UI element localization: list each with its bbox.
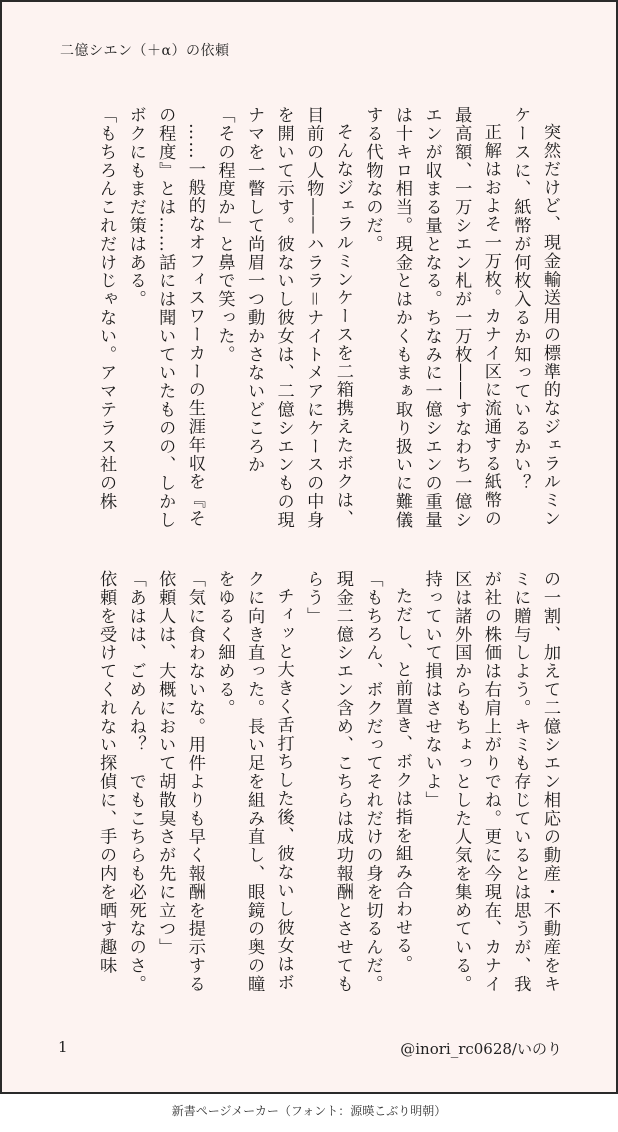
paragraph: ただし、と前置き、ボクは指を組み合わせる。 <box>392 587 413 974</box>
paragraph: 突然だけど、現金輸送用の標準的なジェラルミンケースに、紙幣が何枚入るか知っているかい？ <box>510 106 560 528</box>
paragraph: 「もちろん、ボクだってそれだけの身を切るんだ。現金二億シエン含め、こちらは成功報酬とさせてもらう」 <box>303 570 383 994</box>
paragraph: の一割、加えて二億シエン相応の動産・不動産をキミに贈与しよう。キミも存じているとは思うが、我が社の株価は右肩上がりでね。更に今現在、カナイ区は諸外国からもちょっとした人気を集めている。持っていて損はさせないよ」 <box>421 570 560 994</box>
paragraph: 「その程度か」と鼻で笑った。 <box>214 106 235 364</box>
paragraph: ……一般的なオフィスワーカーの生涯年収を『その程度』とは……話には聞いていたものの、しかしボクにもまだ策はある。 <box>125 106 205 530</box>
page-number: 1 <box>58 1038 68 1056</box>
paragraph: 「もちろんこれだけじゃない。アマテラス社の株 <box>96 106 117 511</box>
paragraph: 「あはは、ごめんね？ でもこちらも必死なのさ。依頼を受けてくれない探偵に、手の内を晒す趣味 <box>96 570 146 994</box>
text-column-top <box>54 106 564 546</box>
paragraph: 正解はおよそ一万枚。カナイ区に流通する紙幣の最高額、一万シエン札が一万枚――すなわち一億シエンが収まる量となる。ちなみに一億シエンの重量は十キロ相当。現金とはかくもまぁ取り扱いに難儀する代物なのだ。 <box>362 106 501 530</box>
author-credit: @inori_rc0628/いのり <box>400 1040 562 1058</box>
paragraph: チィッと大きく舌打ちした後、彼ないし彼女はボクに向き直った。長い足を組み直し、眼鏡の奥の瞳をゆるく細める。 <box>214 570 294 994</box>
paragraph: そんなジェラルミンケースを二箱携えたボクは、目前の人物――ハララ＝ナイトメアにケースの中身を開いて示す。彼ないし彼女は、二億シエンもの現ナマを一瞥して尚眉一つ動かさないどころか <box>244 106 353 530</box>
paragraph: 「気に食わないな。用件よりも早く報酬を提示する依頼人は、大概において胡散臭さが先に立つ」 <box>155 570 205 994</box>
generator-credit: 新書ページメーカー（フォント：源暎こぶり明朝） <box>171 1104 447 1118</box>
page-title: 二億シエン（＋α）の依頼 <box>60 43 230 59</box>
text-column-bottom <box>54 570 564 1010</box>
